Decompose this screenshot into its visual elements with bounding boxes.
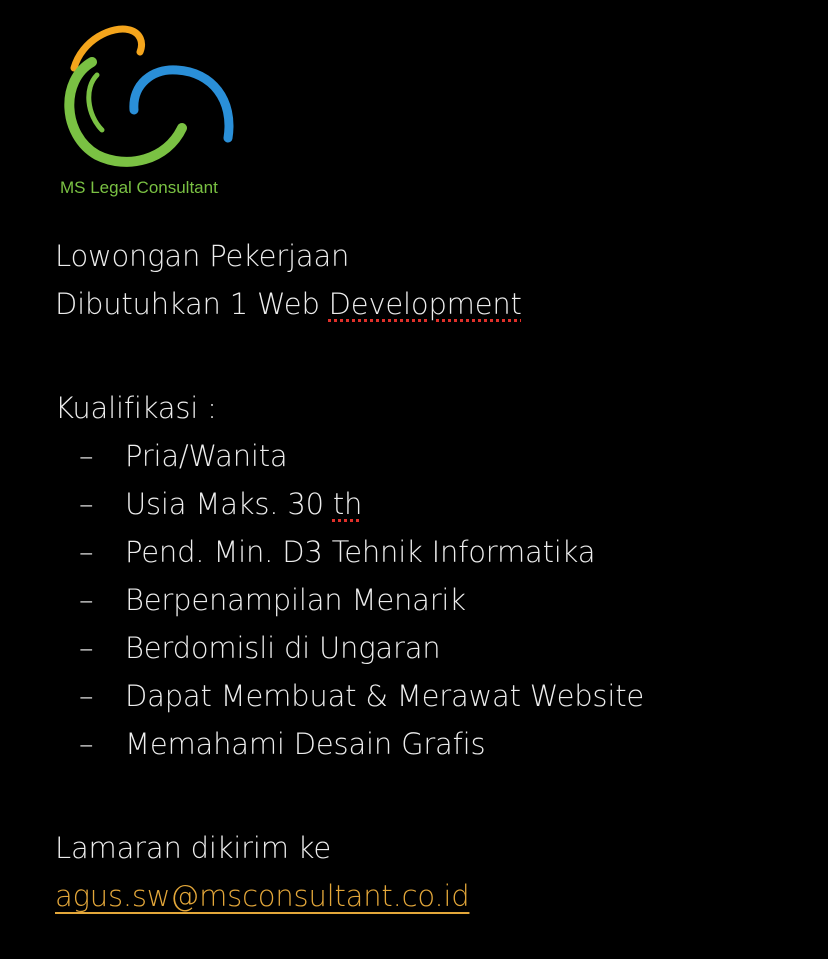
list-item: – Pend. Min. D3 Tehnik Informatika: [55, 528, 815, 576]
posting-title: Lowongan Pekerjaan: [55, 239, 350, 273]
bullet-dash: –: [79, 535, 94, 569]
list-item: – Usia Maks. 30 th: [55, 480, 815, 528]
bullet-dash: –: [79, 631, 94, 665]
bullet-dash: –: [79, 679, 94, 713]
apply-instruction: Lamaran dikirim ke: [55, 831, 332, 865]
job-posting: [55, 232, 815, 920]
list-item: – Berdomisli di Ungaran: [55, 624, 815, 672]
qualifications-list: [55, 432, 815, 768]
spellcheck-flagged-word: Development: [328, 287, 522, 321]
company-logo: [52, 20, 252, 205]
list-item: – Pria/Wanita: [55, 432, 815, 480]
bullet-dash: –: [79, 487, 94, 521]
qualifications-heading: Kualifikasi :: [55, 391, 217, 425]
logo-mark-icon: [52, 20, 252, 180]
email-link[interactable]: agus.sw@msconsultant.co.id: [55, 879, 470, 913]
bullet-dash: –: [79, 727, 94, 761]
bullet-dash: –: [79, 583, 94, 617]
spellcheck-flagged-word: th: [332, 487, 363, 521]
list-item: – Dapat Membuat & Merawat Website: [55, 672, 815, 720]
logo-company-name: MS Legal Consultant: [60, 178, 218, 197]
list-item: – Memahami Desain Grafis: [55, 720, 815, 768]
list-item: – Berpenampilan Menarik: [55, 576, 815, 624]
bullet-dash: –: [79, 439, 94, 473]
posting-subtitle: Dibutuhkan 1 Web Development: [55, 287, 522, 321]
